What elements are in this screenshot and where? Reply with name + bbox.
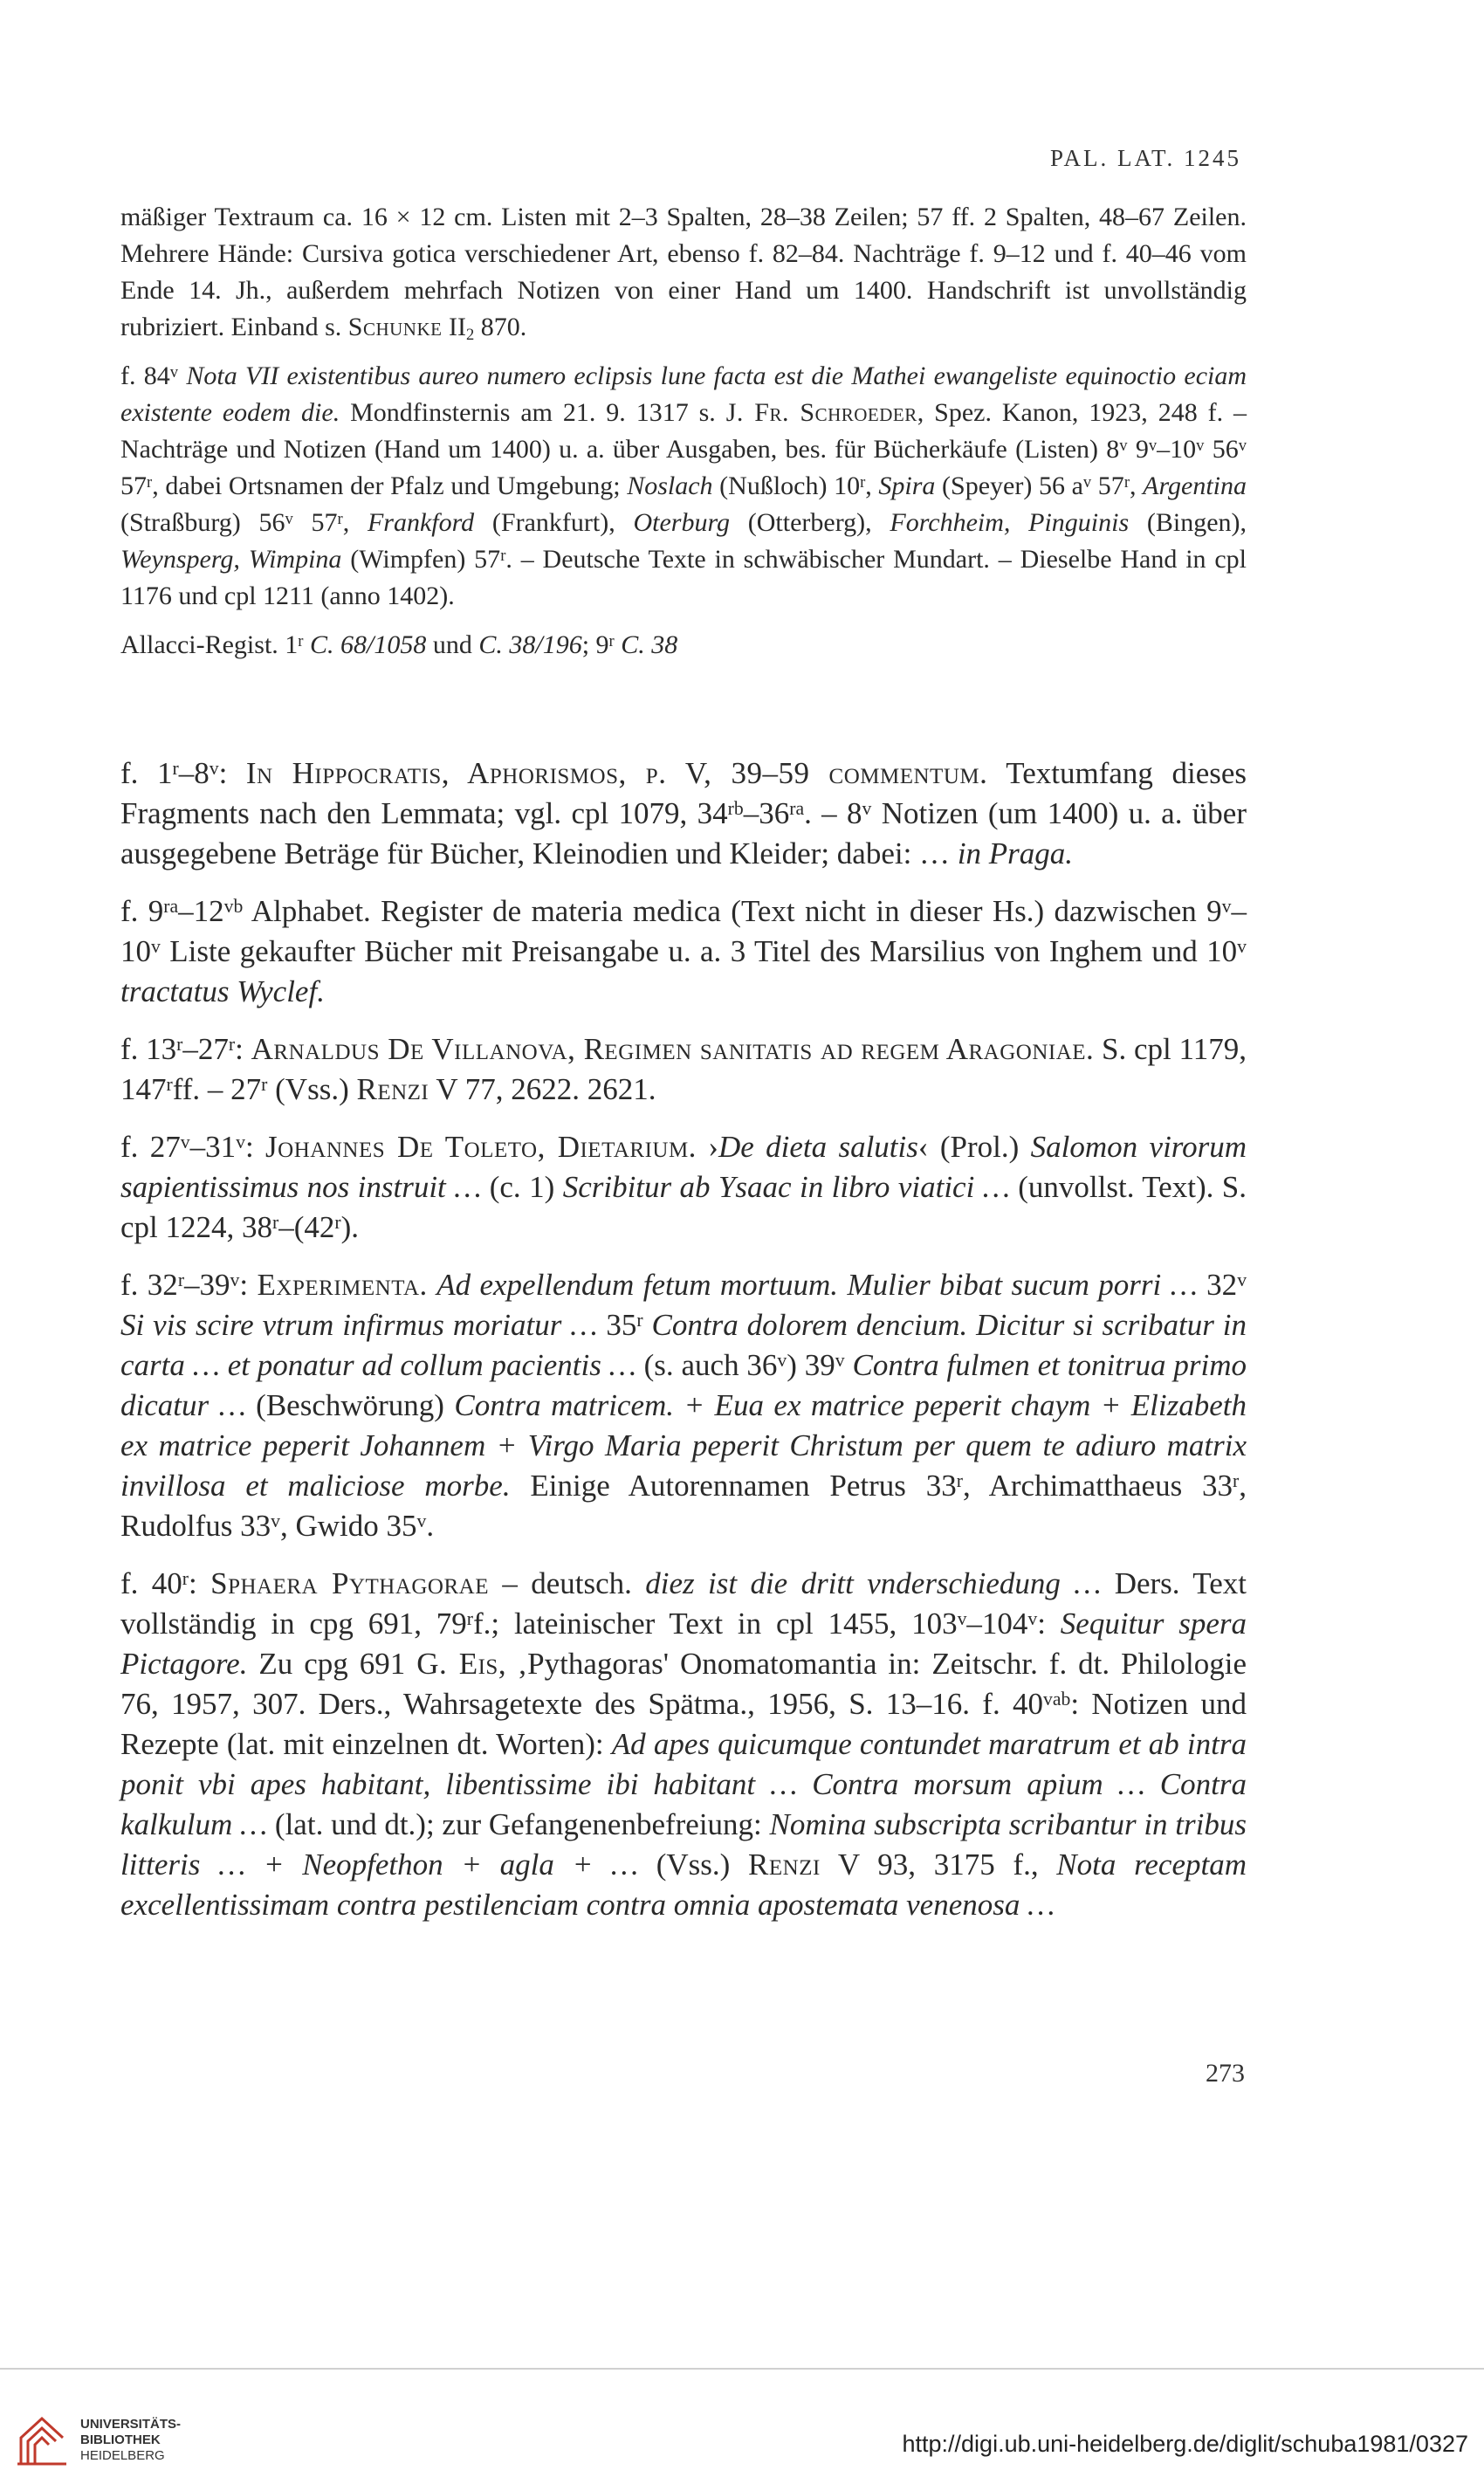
entry-f13-27: f. 13$^r$–27$^r$: Arnaldus De Villanova, Regimen sanitatis ad regem Aragoniae. S. cpl 1179, 147$^r$ff. – 27$^r$ (Vss.) Renzi V 77, 2622. 2621. — [120, 1032, 1247, 1106]
paragraph-physical-description: mäßiger Textraum ca. 16 × 12 cm. Listen mit 2–3 Spalten, 28–38 Zeilen; 57 ff. 2 Spalten, 48–67 Zeilen. Mehrere Hände: Cursiva gotica verschiedener Art, ebenso f. 82–84. Nachträge f. 9–12 und f. 40–46 vom Ende 14. Jh., außerdem mehrfach Notizen von einer Hand um 1400. Handschrift ist unvollständig rubriziert. Einband s. Schunke $II_2$ 870. — [120, 203, 1247, 344]
entry-f27-31: f. 27$^v$–31$^v$: Johannes De Toleto, Dietarium. ›De dieta salutis‹ (Prol.) Salomon virorum sapientissimus nos instruit … (c. 1) Scribitur ab Ysaac in libro viatici … (unvollst. Text). S. cpl 1224, 38$^r$–(42$^r$). — [120, 1130, 1247, 1244]
entry-f32-39: f. 32$^r$–39$^v$: Experimenta. Ad expellendum fetum mortuum. Mulier bibat sucum porri … 32$^v$ Si vis scire vtrum infirmus moriatur … 35$^r$ Contra dolorem dencium. Dicitur si scribatur in carta … et ponatur ad collum pacientis … (s. auch 36$^v$) 39$^v$ Contra fulmen et tonitrua primo dicatur … (Beschwörung) Contra matricem. + Eua ex matrice peperit chaym + Elizabeth ex matrice peperit Johannem + Virgo Maria peperit Christum per quem te adiuro matrix invillosa et maliciose morbe. Einige Autorennamen Petrus 33$^r$, Archimatthaeus 33$^r$, Rudolfus 33$^v$, Gwido 35$^v$. — [120, 1268, 1247, 1543]
library-name-line-3: HEIDELBERG — [80, 2448, 165, 2463]
footer-bar — [0, 2370, 1484, 2477]
library-logo-icon — [16, 2415, 68, 2467]
entry-f1-8: f. 1$^r$–8$^v$: In Hippocratis, Aphorismos, p. V, 39–59 commentum. Textumfang dieses Fragments nach den Lemmata; vgl. cpl 1079, $34^{rb}-36^{ra}$. – 8$^v$ Notizen (um 1400) u. a. über ausgegebene Beträge für Bücher, Kleinodien und Kleider; dabei: … in Praga. — [120, 756, 1247, 870]
paragraph-additions: f. 84$^v$ Nota VII existentibus aureo numero eclipsis lune facta est die Mathei ewangeliste equinoctio eciam existente eodem die. Mondfinsternis am 21. 9. 1317 s. J. Fr. Schroeder, Spez. Kanon, 1923, 248 f. – Nachträge und Notizen (Hand um 1400) u. a. über Ausgaben, bes. für Bücherkäufe (Listen) 8$^v$ 9$^v$–10$^v$ 56$^v$ 57$^r$, dabei Ortsnamen der Pfalz und Umgebung; Noslach (Nußloch) 10$^r$, Spira (Speyer) 56 $a^v$ 57$^r$, Argentina (Straßburg) 56$^v$ 57$^r$, Frankford (Frankfurt), Oterburg (Otterberg), Forchheim, Pinguinis (Bingen), Weynsperg, Wimpina (Wimpfen) 57$^r$. – Deutsche Texte in schwäbischer Mundart. – Dieselbe Hand in cpl 1176 und cpl 1211 (anno 1402). — [120, 361, 1247, 610]
content-entries — [120, 753, 1247, 1925]
library-name-line-2: BIBLIOTHEK — [80, 2432, 161, 2447]
entry-f40: f. 40$^r$: Sphaera Pythagorae – deutsch. diez ist die dritt vnderschiedung … Ders. Text vollständig in cpg 691, 79$^r$f.; lateinischer Text in cpl 1455, 103$^v$–104$^v$: Sequitur spera Pictagore. Zu cpg 691 G. Eis, ‚Pythagoras' Onomatomantia in: Zeitschr. f. dt. Philologie 76, 1957, 307. Ders., Wahrsagetexte des Spätma., 1956, S. 13–16. f. $40^{vab}$: Notizen und Rezepte (lat. mit einzelnen dt. Worten): Ad apes quicumque contundet maratrum et ab intra ponit vbi apes habitant, libentissime ibi habitant … Contra morsum apium … Contra kalkulum … (lat. und dt.); zur Gefangenenbefreiung: Nomina subscripta scribantur in tribus litteris … + Neopfethon + agla + … (Vss.) Renzi V 93, 3175 f., Nota receptam excellentissimam contra pestilenciam contra omnia apostemata venenosa … — [120, 1566, 1247, 1922]
running-title: PAL. LAT. 1245 — [1049, 145, 1241, 171]
library-name-line-1: UNIVERSITÄTS- — [80, 2417, 182, 2432]
entry-f9-12: f. $9^{ra}-12^{vb}$ Alphabet. Register de materia medica (Text nicht in dieser Hs.) dazwischen 9$^v$–10$^v$ Liste gekaufter Bücher mit Preisangabe u. a. 3 Titel des Marsilius von Inghem und 10$^v$ tractatus Wyclef. — [120, 894, 1247, 1008]
codicology-description — [120, 199, 1247, 664]
source-url-link[interactable]: http://digi.ub.uni-heidelberg.de/diglit/schuba1981/0327 — [902, 2431, 1468, 2457]
page-number: 273 — [1206, 2059, 1245, 2088]
library-name — [80, 2417, 181, 2464]
paragraph-allacci-register: Allacci-Regist. 1$^r$ C. 68/1058 und C. 38/196; 9$^r$ C. 38 — [120, 630, 678, 659]
